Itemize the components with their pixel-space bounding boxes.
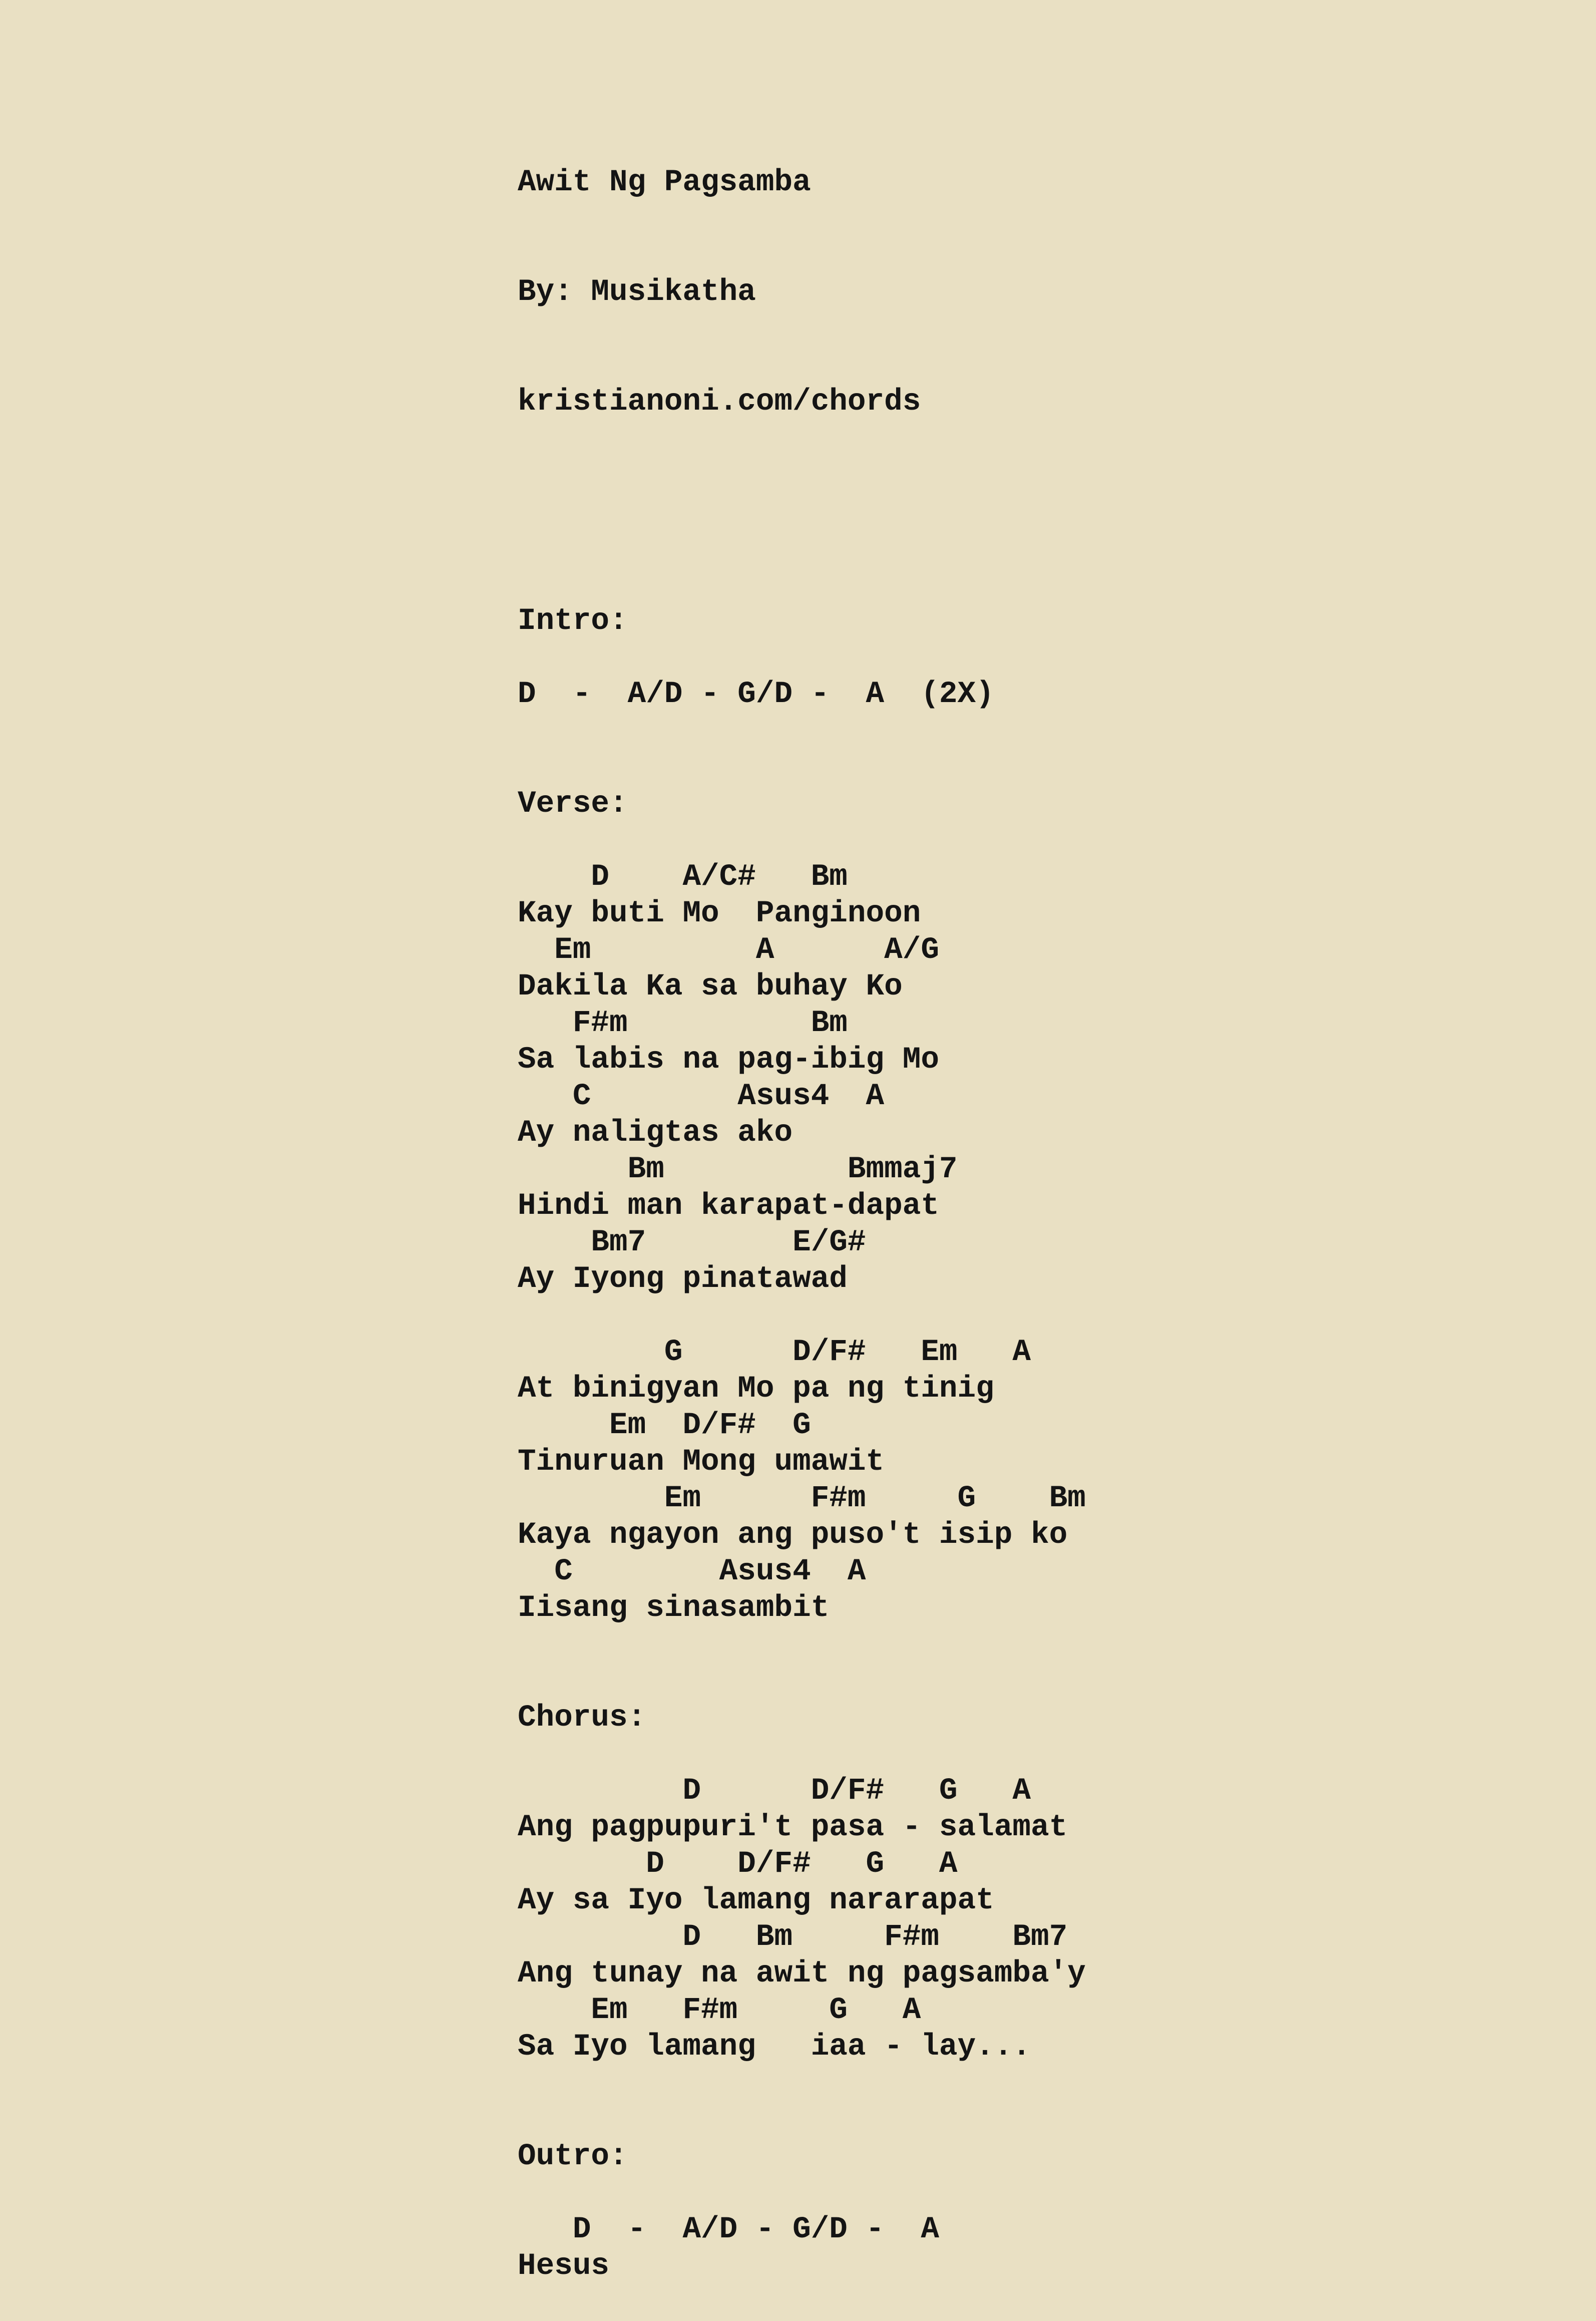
lyric-line: Sa Iyo lamang iaa - lay... [518, 2030, 1031, 2064]
blank-line [518, 530, 1086, 566]
source-url: kristianoni.com/chords [518, 385, 921, 419]
song-title: Awit Ng Pagsamba [518, 165, 811, 200]
blank-line [518, 566, 1086, 603]
lyric-line: Kay buti Mo Panginoon [518, 896, 921, 931]
song-byline: By: Musikatha [518, 275, 756, 309]
chord-line: Em D/F# G [518, 1408, 811, 1443]
chord-line: Bm7 E/G# [518, 1225, 866, 1260]
blank-line [518, 749, 1086, 786]
chord-line: D - A/D - G/D - A [518, 2212, 939, 2247]
chord-line: D - A/D - G/D - A (2X) [518, 677, 994, 712]
chord-sheet-page [518, 91, 1086, 2321]
chord-line: Em F#m G Bm [518, 1481, 1086, 1516]
section-label-verse: Verse: [518, 787, 628, 821]
chord-line: Em F#m G A [518, 1993, 921, 2028]
lyric-line: Ang tunay na awit ng pagsamba'y [518, 1956, 1086, 1991]
lyric-line: Iisang sinasambit [518, 1591, 830, 1625]
blank-line [518, 2102, 1086, 2138]
blank-line [518, 2175, 1086, 2211]
song-body [518, 493, 1086, 2284]
blank-line [518, 1736, 1086, 1773]
blank-line [518, 639, 1086, 676]
blank-line [518, 493, 1086, 530]
lyric-line: Sa labis na pag-ibig Mo [518, 1043, 939, 1077]
section-label-intro: Intro: [518, 604, 628, 638]
section-label-outro: Outro: [518, 2139, 628, 2174]
chord-line: D D/F# G A [518, 1847, 958, 1881]
chord-line: F#m Bm [518, 1006, 848, 1041]
lyric-line: At binigyan Mo pa ng tinig [518, 1372, 994, 1406]
lyric-line: Ay naligtas ako [518, 1116, 793, 1150]
lyric-line: Ang pagpupuri't pasa - salamat [518, 1810, 1068, 1845]
lyric-line: Tinuruan Mong umawit [518, 1445, 885, 1479]
chord-line: Bm Bmmaj7 [518, 1152, 958, 1187]
blank-line [518, 713, 1086, 749]
lyric-line: Kaya ngayon ang puso't isip ko [518, 1518, 1068, 1552]
blank-line [518, 822, 1086, 859]
blank-line [518, 1297, 1086, 1334]
chord-line: Em A A/G [518, 933, 939, 967]
blank-line [518, 2065, 1086, 2102]
lyric-line: Ay sa Iyo lamang nararapat [518, 1883, 994, 1918]
lyric-line: Dakila Ka sa buhay Ko [518, 969, 903, 1004]
blank-line [518, 1663, 1086, 1700]
chord-line: D Bm F#m Bm7 [518, 1920, 1068, 1954]
chord-line: G D/F# Em A [518, 1335, 1031, 1370]
chord-line: C Asus4 A [518, 1079, 885, 1114]
lyric-line: Ay Iyong pinatawad [518, 1262, 848, 1296]
lyric-line: Hesus [518, 2249, 610, 2283]
chord-line: D D/F# G A [518, 1774, 1031, 1808]
lyric-line: Hindi man karapat-dapat [518, 1189, 939, 1223]
blank-line [518, 1626, 1086, 1663]
chord-line: D A/C# Bm [518, 860, 848, 894]
chord-line: C Asus4 A [518, 1554, 866, 1589]
section-label-chorus: Chorus: [518, 1701, 646, 1735]
